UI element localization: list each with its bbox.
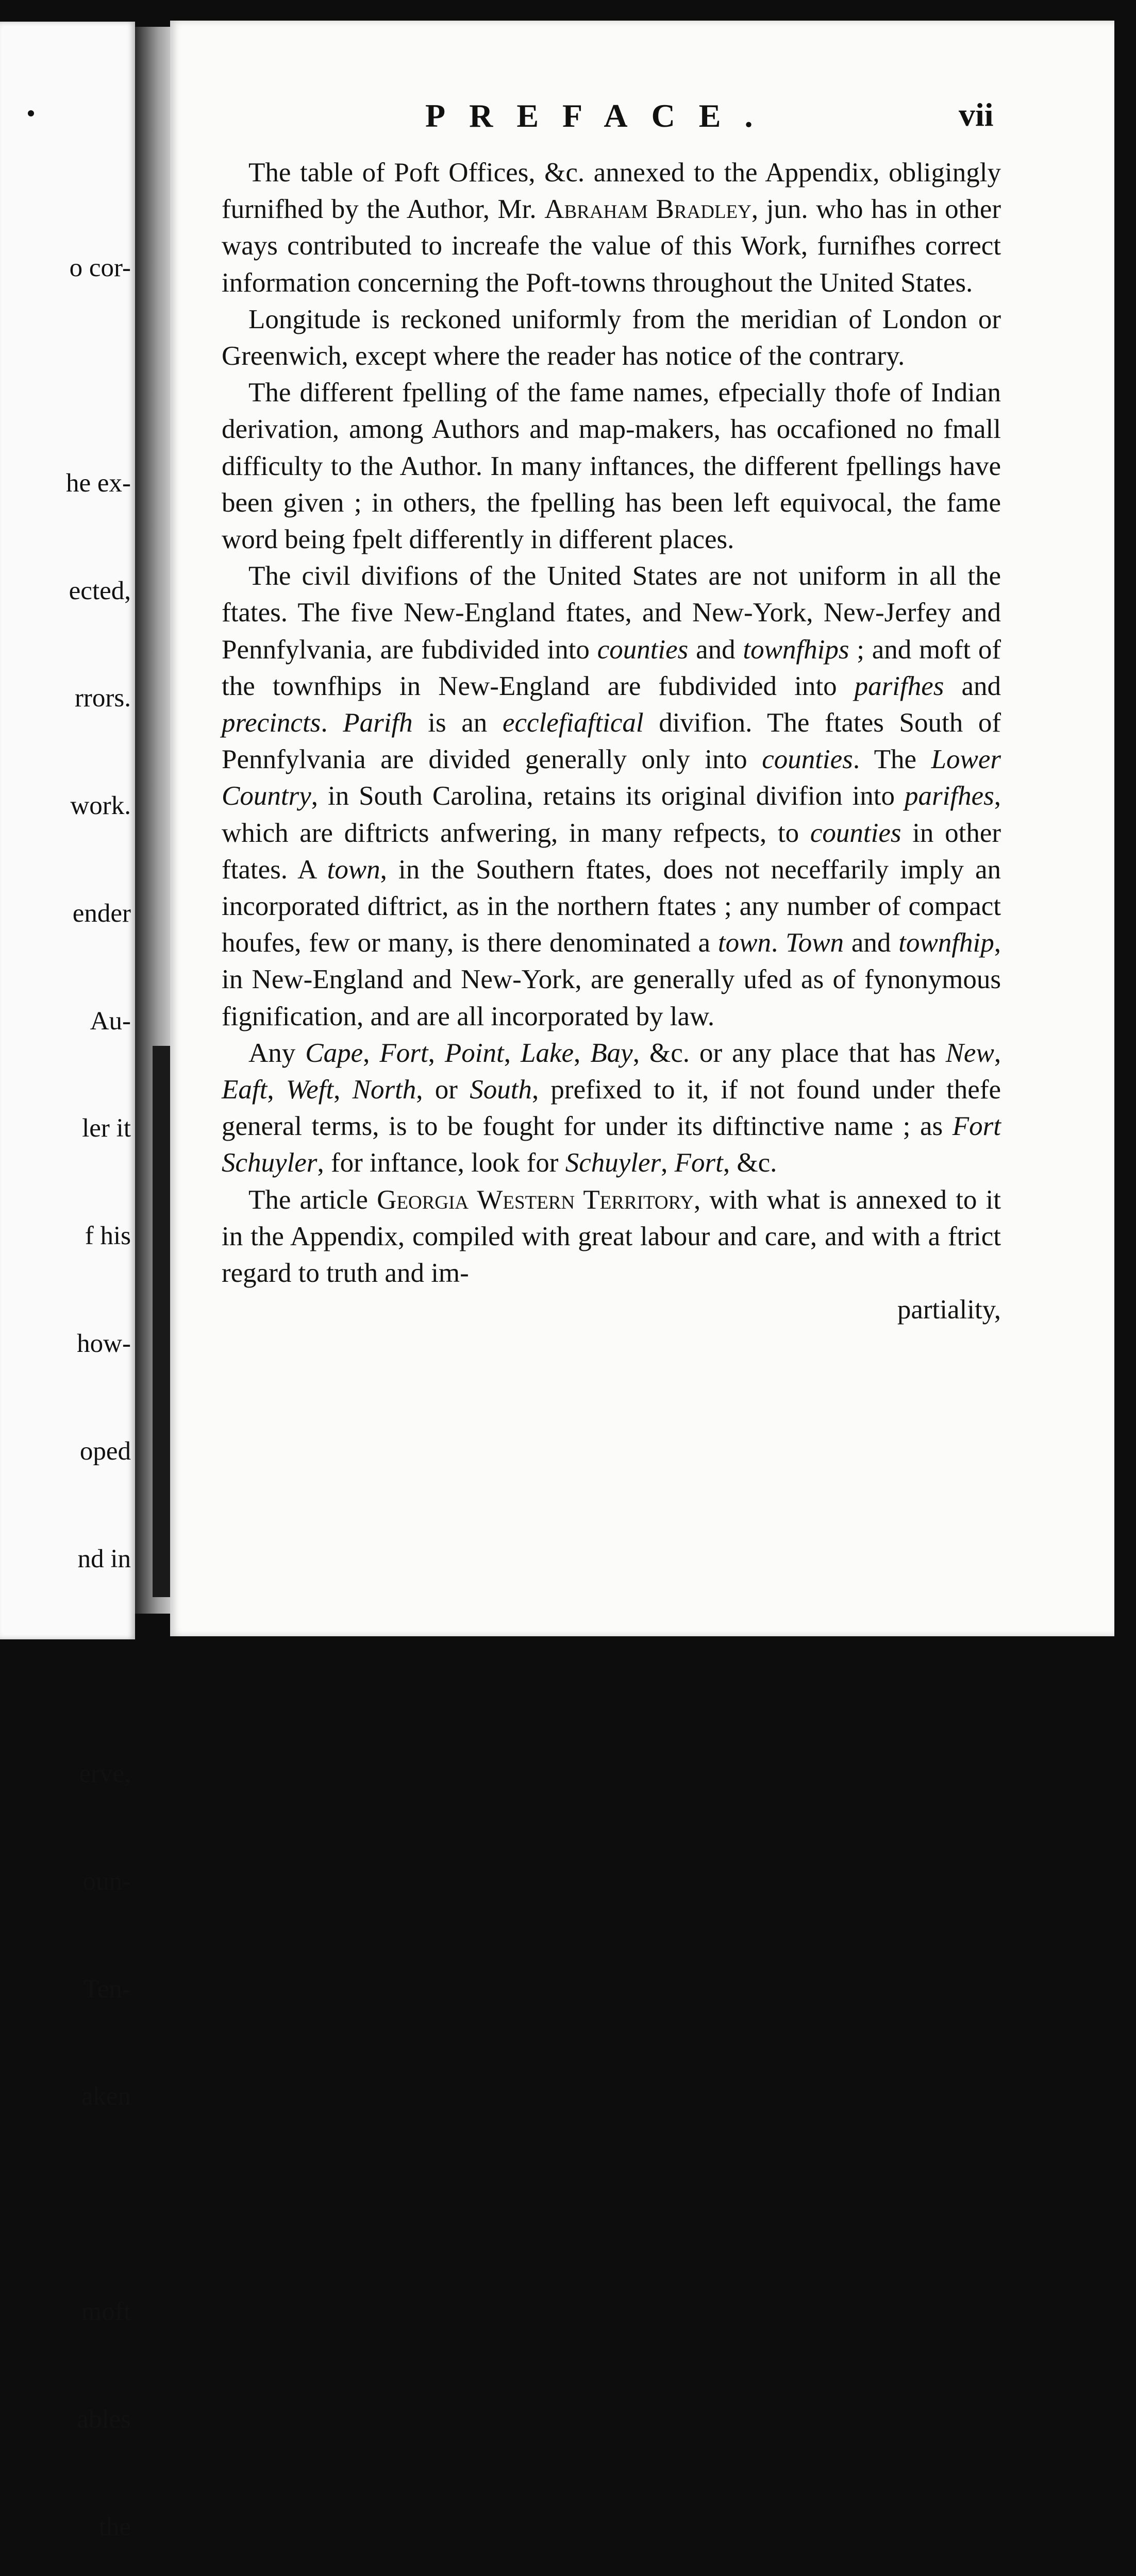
italic-term: North <box>352 1075 416 1105</box>
italic-term: South <box>470 1075 532 1105</box>
running-title: PREFACE. <box>425 97 777 134</box>
left-line: o cor- <box>69 253 131 283</box>
italic-term: Fort <box>674 1148 723 1178</box>
italic-term: Lake <box>521 1038 574 1068</box>
text-run: , <box>574 1038 591 1068</box>
left-line: Ten- <box>83 1974 131 2004</box>
italic-term: town <box>327 854 380 885</box>
left-line: ables <box>77 2404 131 2434</box>
italic-term: Eaft <box>222 1075 268 1105</box>
paragraph-post-offices <box>222 155 1001 301</box>
italic-term: Parifh <box>343 708 413 738</box>
left-line: how- <box>77 1329 131 1358</box>
italic-term: Point <box>444 1038 504 1068</box>
italic-term: Cape <box>305 1038 363 1068</box>
left-line: moft <box>81 2297 131 2327</box>
left-line: erve, <box>79 1759 131 1789</box>
left-line: ected, <box>69 576 131 605</box>
text-run: . <box>321 708 343 738</box>
text-run: , <box>504 1038 521 1068</box>
paragraph-place-names <box>222 1035 1001 1182</box>
left-line: the <box>98 2512 131 2541</box>
text-run: . The <box>853 744 931 775</box>
left-line: oped <box>79 1436 131 1466</box>
article-name: Georgia Western Territory <box>377 1184 694 1215</box>
italic-term: townfhip <box>898 928 994 958</box>
italic-term: Lower Country <box>222 744 1001 811</box>
left-line: ler it <box>82 1114 131 1143</box>
paragraph-georgia-territory <box>222 1182 1001 1292</box>
text-run: and <box>688 634 743 665</box>
preface-page <box>170 21 1114 1636</box>
italic-term: Town <box>786 928 844 958</box>
text-run: The table of Poft Offices, &c. annexed to the Appendix, obligingly furnifhed by the Author, Mr. <box>222 158 1001 225</box>
text-run: and <box>844 928 899 958</box>
text-run: Any <box>248 1038 306 1068</box>
italic-term: Fort <box>379 1038 428 1068</box>
author-name: Abraham Bradley <box>544 194 751 225</box>
text-run: The different fpelling of the fame names, efpecially thofe of Indian derivation, among Authors and map-makers, has occafioned no fmall difficulty to the Author. In many inftances, the different fpellings have been given ; in others, the fpelling has been left equivocal, the fame word being fpelt differently in different places. <box>222 378 1001 555</box>
italic-term: town <box>717 928 771 958</box>
catchword: partiality, <box>897 1295 1001 1325</box>
italic-term: New <box>945 1038 994 1068</box>
left-line <box>66 1649 131 1685</box>
italic-term: counties <box>810 818 901 848</box>
text-run: , &c. or any place that has <box>632 1038 946 1068</box>
page-edge-shadow <box>153 1046 170 1597</box>
preface-text <box>222 155 1001 1329</box>
italic-term: parifhes <box>854 671 944 701</box>
text-run: , which are diftricts anfwering, in many refpects, to <box>222 781 1001 848</box>
italic-term: townfhips <box>743 634 849 665</box>
italic-term: ecclefiaftical <box>502 708 644 738</box>
paragraph-civil-divisions <box>222 558 1001 1035</box>
left-line <box>66 358 131 394</box>
italic-term: precincts <box>222 708 321 738</box>
left-line: f his <box>85 1222 131 1251</box>
italic-term: Fort Schuyler <box>222 1111 1001 1178</box>
text-run: is an <box>412 708 503 738</box>
ink-dot <box>28 110 34 116</box>
text-run: , with what is annexed to it in the Appendix, compiled with great labour and care, and with a ftrict regard to truth and im- <box>222 1184 1001 1289</box>
text-run: The civil divifions of the United States are not uniform in all the ftates. The five New-England ftates, and New-York, New-Jerfey and Pennfylvania, are fubdivided into <box>222 561 1001 665</box>
left-facing-page <box>0 22 135 2541</box>
text-run: , in New-England and New-York, are generally ufed as of fynonymous fignification, and are all incorporated by law. <box>222 928 1001 1031</box>
text-run: ; and moft of the townfhips in New-England are fubdivided into <box>222 634 1001 701</box>
left-page-text <box>66 179 131 2576</box>
paragraph-spelling <box>222 375 1001 558</box>
text-run: , <box>267 1075 286 1105</box>
left-line: work. <box>70 791 131 821</box>
left-line: rrors. <box>74 684 131 713</box>
text-run: , <box>333 1075 353 1105</box>
text-run: , <box>363 1038 380 1068</box>
text-run: , in South Carolina, retains its original divifion into <box>311 781 905 811</box>
text-run: , jun. who has in other ways contributed to increafe the value of this Work, furnifhes correct information concerning the Poft-towns throughout the United States. <box>222 194 1001 298</box>
italic-term: parifhes <box>905 781 994 811</box>
text-run: , for inftance, look for <box>317 1148 565 1178</box>
text-run: The article <box>248 1184 377 1215</box>
text-run: and <box>944 671 1001 701</box>
italic-term: Weft <box>286 1075 334 1105</box>
text-run: divifion. The ftates South of Pennfylvania are divided generally only into <box>222 708 1001 775</box>
text-run: , prefixed to it, if not found under thefe general terms, is to be fought for under its diftinctive name ; as <box>222 1075 1001 1142</box>
text-run: , or <box>416 1075 470 1105</box>
left-line: oun- <box>82 1867 131 1896</box>
italic-term: counties <box>597 634 689 665</box>
italic-term: Schuyler <box>565 1148 661 1178</box>
text-run: in other ftates. A <box>222 818 1001 885</box>
page-header <box>170 93 1114 149</box>
left-line: nd in <box>77 1544 131 1573</box>
text-run: , <box>428 1038 445 1068</box>
left-line: Au- <box>90 1006 131 1036</box>
left-line: he ex- <box>65 468 131 498</box>
left-line <box>66 2187 131 2223</box>
text-run: . <box>771 928 786 958</box>
page-number: vii <box>959 96 994 133</box>
left-line: ender <box>72 899 131 928</box>
text-run: , &c. <box>723 1148 777 1178</box>
paragraph-longitude <box>222 301 1001 375</box>
text-run: , <box>994 1038 1001 1068</box>
italic-term: counties <box>762 744 853 775</box>
text-run: , <box>661 1148 675 1178</box>
left-line: aken <box>81 2082 131 2111</box>
text-run: , in the Southern ftates, does not neceffarily imply an incorporated diftrict, as in the northern ftates ; any number of compact houfes, few or many, is there denominated a <box>222 854 1001 958</box>
text-run: Longitude is reckoned uniformly from the meridian of London or Greenwich, except where the reader has notice of the contrary. <box>222 304 1001 371</box>
italic-term: Bay <box>590 1038 633 1068</box>
